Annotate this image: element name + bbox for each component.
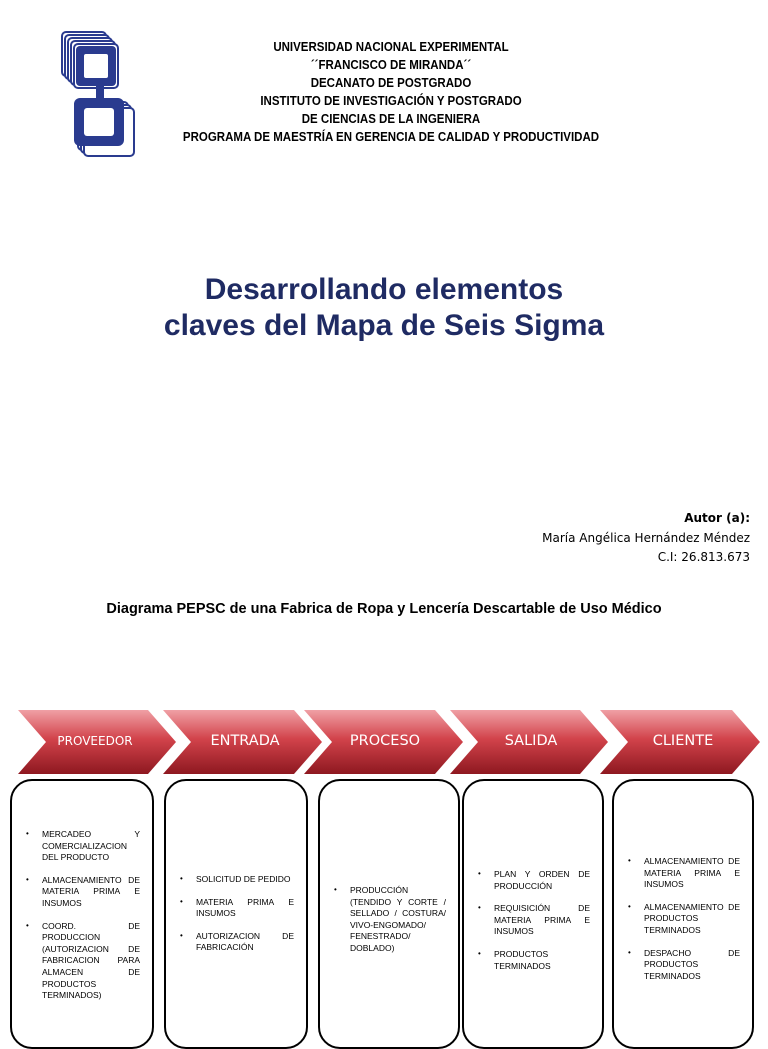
title-line-1: Desarrollando elementos <box>204 273 564 306</box>
box-salida <box>462 779 604 1049</box>
author-name: María Angélica Hernández Méndez <box>542 530 750 545</box>
box-proveedor <box>10 779 154 1049</box>
title-line-2: claves del Mapa de Seis Sigma <box>163 309 605 342</box>
author-label: Autor (a): <box>684 511 750 525</box>
list-item: • AUTORIZACION DE FABRICACIÓN <box>176 931 294 954</box>
arrow-label-proveedor: PROVEEDOR <box>57 734 133 748</box>
list-proceso <box>320 885 458 966</box>
box-cliente <box>612 779 754 1049</box>
header-line: ´´FRANCISCO DE MIRANDA´´ <box>310 58 472 72</box>
arrow-label-salida: SALIDA <box>504 733 558 749</box>
list-item: • ALMACENAMIENTO DE PRODUCTOS TERMINADOS <box>624 902 740 937</box>
list-item: • ALMACENAMIENTO DE MATERIA PRIMA E INSUMOS <box>22 875 140 910</box>
list-item: • REQUISICIÓN DE MATERIA PRIMA E INSUMOS <box>474 903 590 938</box>
institution-header <box>169 38 612 146</box>
list-item: • PRODUCCIÓN (TENDIDO Y CORTE / SELLADO / COSTURA/ VIVO-ENGOMADO/ FENESTRADO/ DOBLADO) <box>330 885 446 955</box>
university-logo <box>54 26 136 158</box>
list-item: • PLAN Y ORDEN DE PRODUCCIÓN <box>474 869 590 892</box>
list-item: • DESPACHO DE PRODUCTOS TERMINADOS <box>624 948 740 983</box>
box-proceso <box>318 779 460 1049</box>
author-block <box>542 509 750 568</box>
diagram-title: Diagrama PEPSC de una Fabrica de Ropa y Lencería Descartable de Uso Médico <box>106 601 662 617</box>
list-salida <box>464 869 602 983</box>
arrow-label-entrada: ENTRADA <box>210 733 280 749</box>
list-item: • MERCADEO Y COMERCIALIZACION DEL PRODUCTO <box>22 829 140 864</box>
list-entrada <box>166 874 306 965</box>
header-line: UNIVERSIDAD NACIONAL EXPERIMENTAL <box>273 40 509 54</box>
arrow-label-cliente: CLIENTE <box>652 733 714 749</box>
list-item: • SOLICITUD DE PEDIDO <box>176 874 294 886</box>
list-item: • MATERIA PRIMA E INSUMOS <box>176 897 294 920</box>
list-item: • ALMACENAMIENTO DE MATERIA PRIMA E INSUMOS <box>624 856 740 891</box>
header-line: INSTITUTO DE INVESTIGACIÓN Y POSTGRADO <box>260 94 522 108</box>
header-line: DE CIENCIAS DE LA INGENIERA <box>301 112 481 126</box>
arrow-label-proceso: PROCESO <box>349 733 421 749</box>
list-item: • PRODUCTOS TERMINADOS <box>474 949 590 972</box>
document-title <box>84 272 684 344</box>
header-line: DECANATO DE POSTGRADO <box>310 76 472 90</box>
author-id: C.I: 26.813.673 <box>657 550 750 564</box>
list-cliente <box>614 856 752 993</box>
header-line: PROGRAMA DE MAESTRÍA EN GERENCIA DE CALIDAD Y PRODUCTIVIDAD <box>182 130 600 144</box>
box-entrada <box>164 779 308 1049</box>
list-item: • COORD. DE PRODUCCION (AUTORIZACION DE FABRICACION PARA ALMACEN DE PRODUCTOS TERMINADOS) <box>22 921 140 1002</box>
list-proveedor <box>12 829 152 1013</box>
